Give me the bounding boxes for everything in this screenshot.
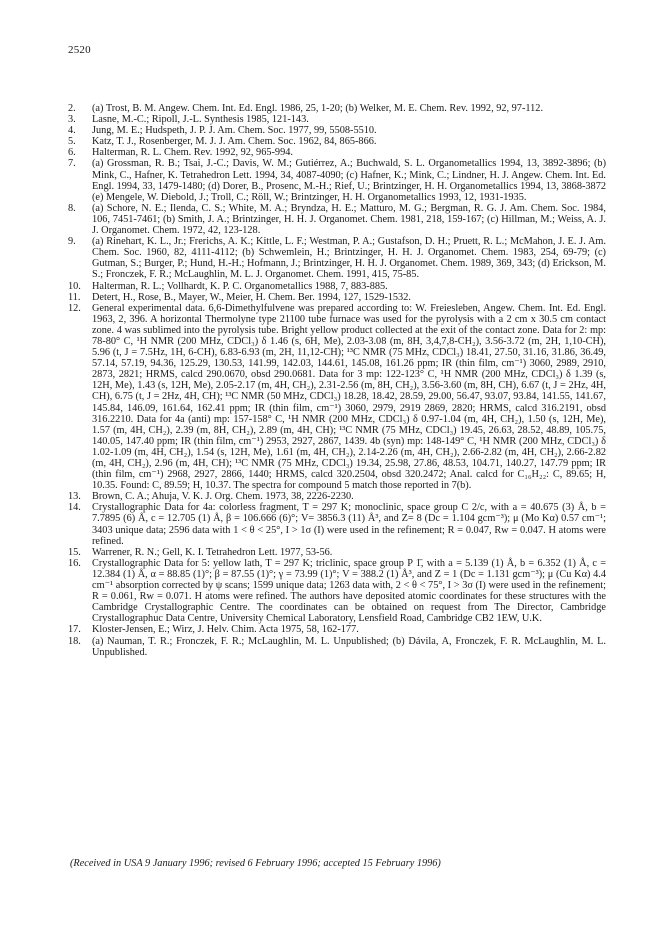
reference-item — [68, 303, 606, 492]
reference-item — [68, 636, 606, 658]
reference-item — [68, 547, 606, 558]
reference-item — [68, 136, 606, 147]
reference-text: Crystallographic Data for 5: yellow lath, T = 297 K; triclinic, space group P 1̄, with a = 5.139 (1) Å, b = 6.352 (1) Å, c = 12.384 (1) Å, α = 88.85 (1)°; β = 87.55 (1)°; γ = 73.99 (1)°; V = 388.2 (1) Å³, and Z = 1 (Dc = 1.131 gcm⁻³); μ (Cu Kα) 4.4 cm⁻¹ absorption corrected by ψ scans; 1599 unique data; 1263 data with, 2 < θ < 75°, I > 3σ (I) were used in the refinement; R = 0.061, Rw = 0.071. H atoms were refined. The authors have deposited atomic coordinates for these structures with the Cambridge Crystallographic Centre. The coordinates can be obtained on request from The Director, Cambridge Crystallographuc Data Centre, University Chemical Laboratory, Lensfield Road, Cambridge CB2 1EW, U.K. — [92, 557, 606, 625]
reference-text: (a) Schore, N. E.; Ilenda, C. S.; White, M. A.; Bryndza, H. E.; Matturo, M. G.; Bergman, R. G. J. Am. Chem. Soc. 1984, 106, 7451-7461; (b) Smith, J. A.; Brintzinger, H. H. J. Organomet. Chem. 1981, 218, 159-167; (c) Hillman, M.; Weiss, A. J. J. Organomet. Chem. 1972, 42, 123-128. — [92, 202, 606, 237]
reference-number: 18. — [68, 635, 81, 647]
reference-number: 17. — [68, 624, 81, 636]
reference-text: Katz, T. J., Rosenberger, M. J. J. Am. Chem. Soc. 1962, 84, 865-866. — [92, 136, 377, 148]
reference-item — [68, 624, 606, 635]
reference-text: (a) Trost, B. M. Angew. Chem. Int. Ed. Engl. 1986, 25, 1-20; (b) Welker, M. E. Chem. Rev. 1992, 92, 97-112. — [92, 103, 544, 114]
reference-item — [68, 292, 606, 303]
reference-text: Halterman, R. L. Chem. Rev. 1992, 92, 965-994. — [92, 147, 293, 159]
reference-item — [68, 147, 606, 158]
reference-item — [68, 558, 606, 625]
reference-text: Lasne, M.-C.; Ripoll, J.-L. Synthesis 1985, 121-143. — [92, 114, 309, 126]
page-number: 2520 — [68, 44, 91, 56]
reference-item — [68, 158, 606, 202]
reference-text: Crystallographic Data for 4a: colorless fragment, T = 297 K; monoclinic, space group C 2/c, with a = 40.675 (3) Å, b = 7.7895 (6) Å, c = 12.705 (1) Å, β = 106.666 (6)°; V= 3856.3 (11) Å³, and Z= 8 (Dc = 1.104 gcm⁻³); μ (Mo Kα) 0.57 cm⁻¹; 3403 unique data; 2596 data with 1 < θ < 25°, I > 1σ (I) were used in the refinement; R = 0.047, Rw = 0.047. H atoms were refined. — [92, 502, 606, 547]
reference-number: 13. — [68, 491, 81, 503]
reference-text: Jung, M. E.; Hudspeth, J. P. J. Am. Chem. Soc. 1977, 99, 5508-5510. — [92, 125, 377, 137]
reference-number: 11. — [68, 291, 81, 303]
reference-number: 14. — [68, 502, 81, 514]
reference-item — [68, 114, 606, 125]
reference-item — [68, 502, 606, 546]
received-dates-note: (Received in USA 9 January 1996; revised 6 February 1996; accepted 15 February 1996) — [70, 858, 441, 869]
reference-text: Halterman, R. L.; Vollhardt, K. P. C. Organometallics 1988, 7, 883-885. — [92, 280, 388, 292]
reference-text: Brown, C. A.; Ahuja, V. K. J. Org. Chem. 1973, 38, 2226-2230. — [92, 491, 354, 503]
reference-item — [68, 125, 606, 136]
reference-item — [68, 236, 606, 280]
reference-text: Detert, H., Rose, B., Mayer, W., Meier, H. Chem. Ber. 1994, 127, 1529-1532. — [92, 291, 411, 303]
reference-number: 4. — [68, 125, 76, 137]
reference-number: 8. — [68, 202, 76, 214]
reference-text: Warrener, R. N.; Gell, K. I. Tetrahedron Lett. 1977, 53-56. — [92, 546, 333, 558]
reference-item — [68, 281, 606, 292]
reference-item — [68, 491, 606, 502]
reference-text: Kloster-Jensen, E.; Wirz, J. Helv. Chim. Acta 1975, 58, 162-177. — [92, 624, 359, 636]
reference-number: 5. — [68, 136, 76, 148]
reference-number: 3. — [68, 114, 76, 126]
reference-number: 15. — [68, 546, 81, 558]
reference-number: 9. — [68, 236, 76, 248]
reference-text: (a) Nauman, T. R.; Fronczek, F. R.; McLaughlin, M. L. Unpublished; (b) Dávila, A, Fronczek, F. R. McLaughlin, M. L. Unpublished. — [92, 635, 606, 658]
reference-number: 16. — [68, 557, 81, 569]
reference-number: 2. — [68, 103, 76, 114]
reference-text: General experimental data. 6,6-Dimethylfulvene was prepared according to: W. Freiesleben, Angew. Chem. Int. Ed. Engl. 1963, 2, 396. A horizontal Thermolyne type 21100 tube furnace was used for the pyrolysis with a 2 cm x 30.5 cm contact zone. 4 was sublimed into the pyrolysis tube. Bright yellow product collected at the exit of the contact zone. Data for 2: mp: 78-80° C, ¹H NMR (200 MHz, CDCl₃) δ 1.46 (s, 6H, Me), 2.03-3.08 (m, 8H, 3,4,7,8-CH₂), 3.56-3.72 (m, 2H, 1,10-CH), 5.96 (t, J = 7.5Hz, 1H, 6-CH), 6.83-6.93 (m, 2H, 11,12-CH); ¹³C NMR (75 MHz, CDCl₃) 18.41, 27.50, 31.16, 31.86, 36.49, 57.14, 57.19, 94.36, 125.29, 130.53, 141.99, 142.03, 144.61, 145.08, 161.26 ppm; IR (thin film, cm⁻¹) 3060, 2989, 2910, 2873, 2821; HRMS, calcd 290.0670, obsd 290.0681. Data for 3 mp: 122-123° C, ¹H NMR (200 MHz, CDCl₃) δ 1.39 (s, 12H, Me), 1.43 (s, 12H, Me), 2.05-2.17 (m, 4H, CH₂), 2.31-2.56 (m, 8H, CH₂), 3.56-3.60 (m, 8H, CH), 6.67 (t, J = 2Hz, 4H, CH), 6.75 (t, J = 2Hz, 4H, CH); ¹³C NMR (50 MHz, CDCl₃) 18.28, 18.42, 28.59, 29.00, 56.47, 93.07, 93.84, 141.55, 141.67, 145.84, 146.09, 161.64, 162.41 ppm; IR (thin film, cm⁻¹) 3060, 2979, 2919 2869, 2820; HRMS, calcd 316.2191, obsd 316.2210. Data for 4a (anti) mp: 157-158° C, ¹H NMR (200 MHz, CDCl₃) δ 0.97-1.04 (m, 4H, CH₂), 1.50 (s, 12H, Me), 1.57 (m, 4H, CH₂), 2.39 (m, 8H, CH₂), 2.89 (m, 4H, CH); ¹³C NMR (75 MHz, CDCl₃) 19.45, 26.63, 28.52, 48.89, 105.75, 140.05, 147.40 ppm; IR (thin film, cm⁻¹) 2953, 2927, 2867, 1439. 4b (syn) mp: 148-149° C, ¹H NMR (200 MHz, CDCl₃) δ 1.02-1.09 (m, 4H, CH₂), 1.54 (s, 12H, Me), 1.61 (m, 4H, CH₂), 2.14-2.26 (m, 4H, CH₂), 2.66-2.82 (m, 4H, CH₂), 2.66-2.82 (m, 4H, CH₂), 2.96 (m, 4H, CH); ¹³C NMR (75 MHz, CDCl₃) 19.34, 25.98, 27.86, 48.53, 104.71, 140.27, 147.79 ppm; IR (thin film, cm⁻¹) 2968, 2927, 2866, 1440; HRMS, calcd 320.2504, obsd 320.2472; Anal. calcd for C₁₆H₂₂: C, 89.65; H, 10.35. Found: C, 89.59; H, 10.37. The spectra for compound 5 match those reported in 7(b). — [92, 302, 606, 492]
reference-list — [68, 103, 606, 658]
reference-item — [68, 203, 606, 236]
reference-number: 10. — [68, 280, 81, 292]
reference-text: (a) Rinehart, K. L., Jr.; Frerichs, A. K.; Kittle, L. F.; Westman, P. A.; Gustafson, D. H.; Pruett, R. L.; McMahon, J. E. J. Am. Chem. Soc. 1960, 82, 4111-4112; (b) Schwemlein, H.; Brintzinger, H. H. J. Organomet. Chem. 1983, 254, 69-79; (c) Gutman, S.; Burger, P.; Hund, H.-H.; Hofmann, J.; Brintzinger, H. H. J. Organomet. Chem. 1989, 369, 343; (d) Erickson, M. S.; Fronczek, F. R.; McLaughlin, M. L. J. Organomet. Chem. 1991, 415, 75-85. — [92, 236, 606, 281]
reference-number: 7. — [68, 158, 76, 170]
reference-item — [68, 103, 606, 114]
reference-number: 12. — [68, 302, 81, 314]
reference-number: 6. — [68, 147, 76, 159]
reference-text: (a) Grossman, R. B.; Tsai, J.-C.; Davis, W. M.; Gutiérrez, A.; Buchwald, S. L. Organometallics 1994, 13, 3892-3896; (b) Mink, C., Hafner, K. Tetrahedron Lett. 1994, 34, 4087-4090; (c) Hafner, K.; Mink, C.; Lindner, H. J. Angew. Chem. Int. Ed. Engl. 1994, 33, 1479-1480; (d) Dorer, B., Prosenc, M.-H.; Rief, U.; Brintzinger, H. H. Organometallics 1994, 13, 3868-3872 (e) Mengele, W. Diebold, J.; Troll, C.; Röll, W.; Brintzinger, H. H. Organometallics 1993, 12, 1931-1935. — [92, 158, 606, 203]
